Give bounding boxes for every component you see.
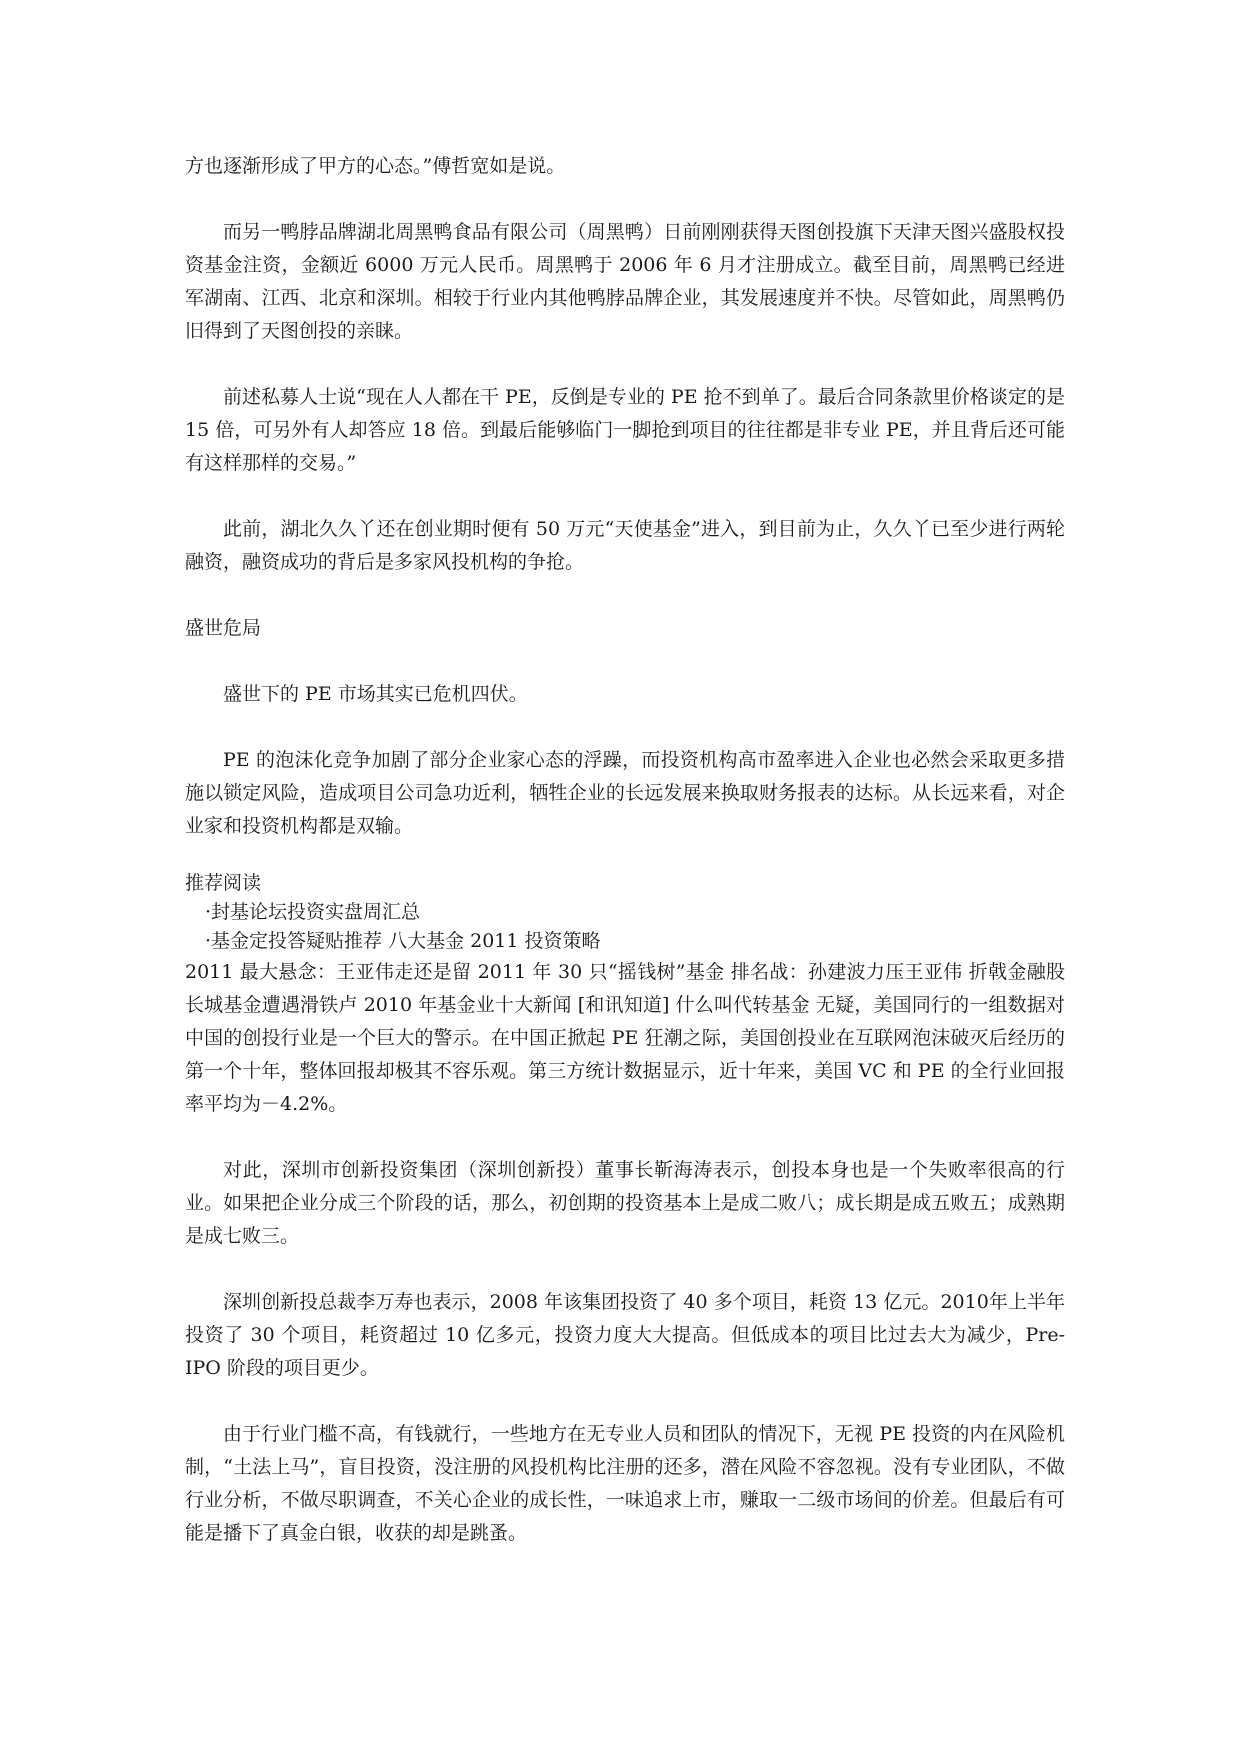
paragraph-bubble: PE 的泡沫化竞争加剧了部分企业家心态的浮躁，而投资机构高市盈率进入企业也必然会采取更多措施以锁定风险，造成项目公司急功近利，牺牲企业的长远发展来换取财务报表的达标。从长远来看，对企业家和投资机构都是双输。	[185, 749, 1065, 837]
recommended-run-on: 2011 最大悬念：王亚伟走还是留 2011 年 30 只“摇钱树”基金 排名战：孙建波力压王亚伟 折戟金融股 长城基金遭遇滑铁卢 2010 年基金业十大新闻 [和讯知道] 什么叫代转基金 无疑，美国同行的一组数据对中国的创投行业是一个巨大的警示。在中国正掀起 PE 狂潮之际，美国创投业在互联网泡沫破灭后经历的第一个十年，整体回报却极其不容乐观。第三方统计数据显示，近十年来，美国 VC 和 PE 的全行业回报率平均为－4.2%。	[185, 961, 1065, 1115]
paragraph-li-wanshou: 深圳创新投总裁李万寿也表示，2008 年该集团投资了 40 多个项目，耗资 13 亿元。2010年上半年投资了 30 个项目，耗资超过 10 亿多元，投资力度大大提高。但低成本的项目比过去大为减少，Pre-IPO 阶段的项目更少。	[185, 1291, 1065, 1379]
section-heading: 盛世危局	[185, 617, 262, 639]
paragraph-shenzhen-cvc: 对此，深圳市创新投资集团（深圳创新投）董事长靳海涛表示，创投本身也是一个失败率很高的行业。如果把企业分成三个阶段的话，那么，初创期的投资基本上是成二败八；成长期是成五败五；成熟期是成七败三。	[185, 1159, 1065, 1247]
recommended-link[interactable]: ·基金定投答疑贴推荐 八大基金 2011 投资策略	[205, 930, 601, 952]
paragraph-crisis-intro: 盛世下的 PE 市场其实已危机四伏。	[223, 683, 528, 705]
paragraph-continuation: 方也逐渐形成了甲方的心态。”傅哲宽如是说。	[185, 155, 566, 177]
paragraph-zhouheiya: 而另一鸭脖品牌湖北周黑鸭食品有限公司（周黑鸭）日前刚刚获得天图创投旗下天津天图兴盛股权投资基金注资，金额近 6000 万元人民币。周黑鸭于 2006 年 6 月才注册成立。截至目前，周黑鸭已经进军湖南、江西、北京和深圳。相较于行业内其他鸭脖品牌企业，其发展速度并不快。尽管如此，周黑鸭仍旧得到了天图创投的亲睐。	[185, 221, 1065, 342]
recommended-reading	[185, 869, 1065, 1121]
article-body	[185, 150, 1065, 1550]
paragraph-risk: 由于行业门槛不高，有钱就行，一些地方在无专业人员和团队的情况下，无视 PE 投资的内在风险机制，“土法上马”，盲目投资，没注册的风投机构比注册的还多，潜在风险不容忽视。没有专业团队，不做行业分析，不做尽职调查，不关心企业的成长性，一味追求上市，赚取一二级市场间的价差。但最后有可能是播下了真金白银，收获的却是跳蚤。	[185, 1423, 1065, 1544]
paragraph-private-equity-quote: 前述私募人士说“现在人人都在干 PE，反倒是专业的 PE 抢不到单了。最后合同条款里价格谈定的是 15 倍，可另外有人却答应 18 倍。到最后能够临门一脚抢到项目的往往都是非专业 PE，并且背后还可能有这样那样的交易。”	[185, 386, 1065, 474]
paragraph-jiujiuya: 此前，湖北久久丫还在创业期时便有 50 万元“天使基金”进入，到目前为止，久久丫已至少进行两轮融资，融资成功的背后是多家风投机构的争抢。	[185, 518, 1065, 573]
recommended-heading: 推荐阅读	[185, 872, 262, 894]
recommended-link[interactable]: ·封基论坛投资实盘周汇总	[205, 901, 421, 923]
